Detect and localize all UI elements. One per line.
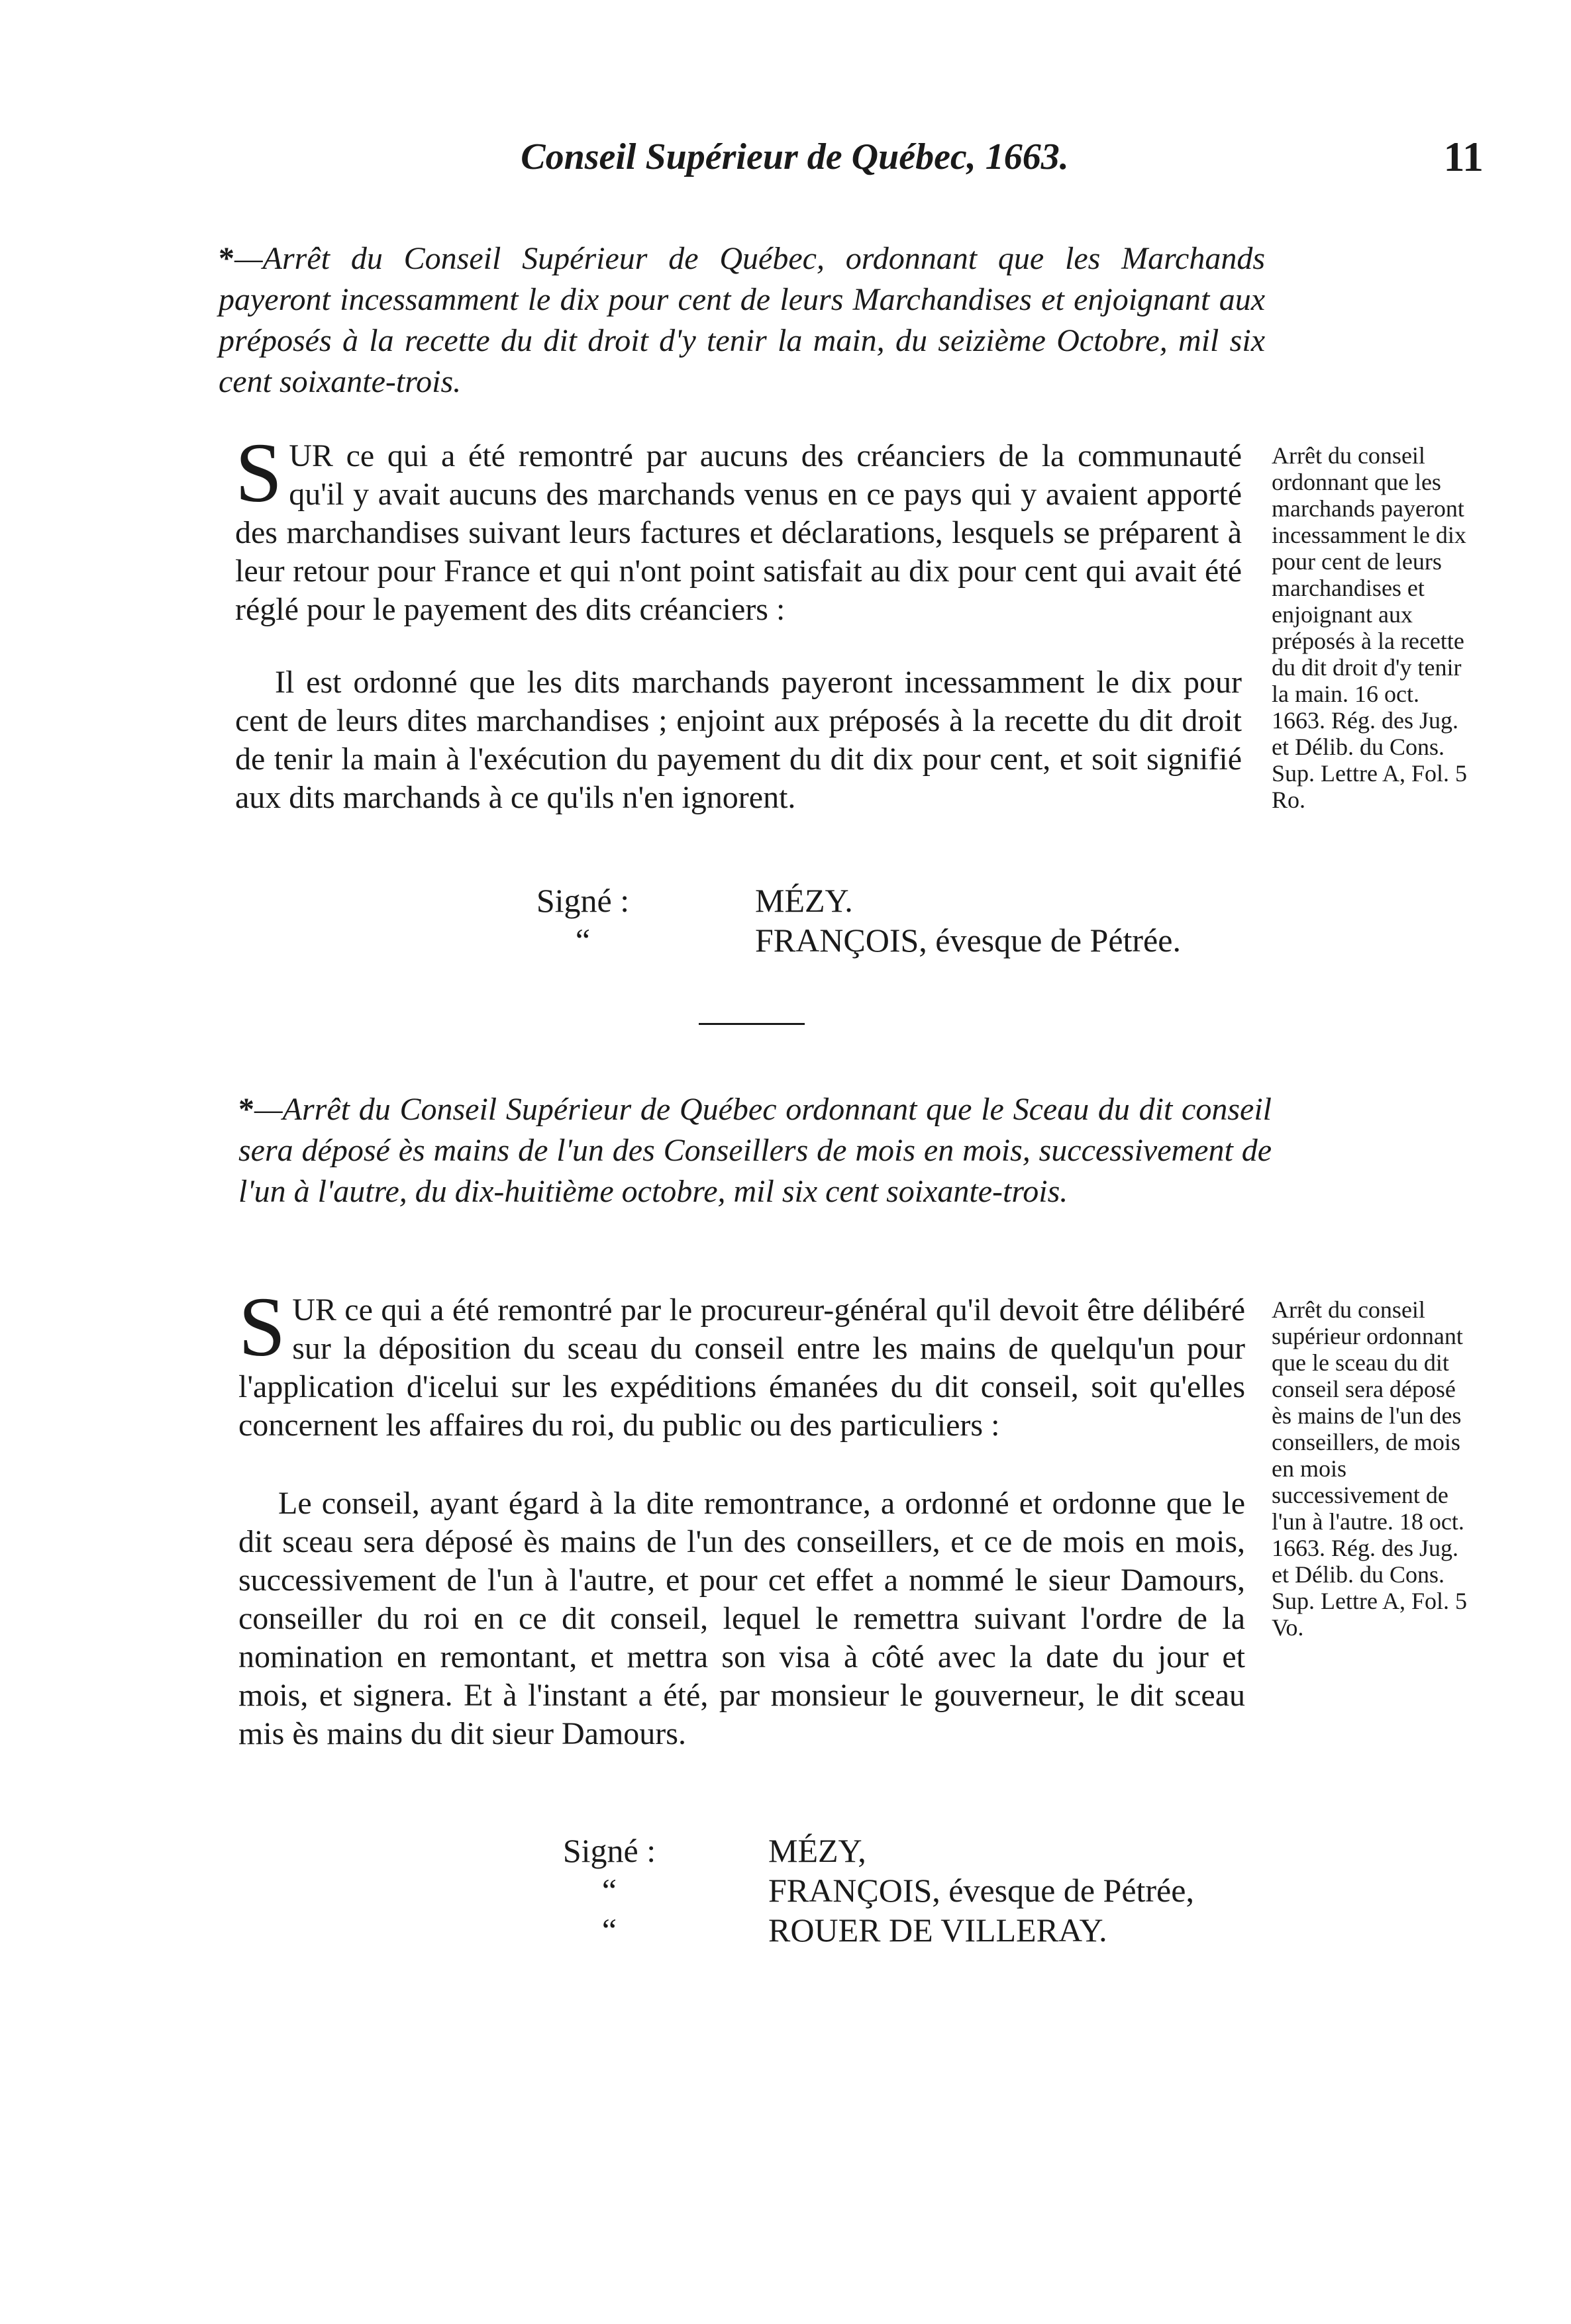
signature-label: Signé :	[536, 882, 630, 919]
signature-label: Signé :	[562, 1832, 656, 1869]
signature-name: MÉZY,	[768, 1832, 866, 1869]
paragraph: Il est ordonné que les dits marchands payeront incessamment le dix pour cent de leurs dites marchandises ; enjoint aux préposés à la recette du dit droit de tenir la main à l'exécution du payement du dit dix pour cent, et soit signifié aux dits marchands à ce qu'ils n'en ignorent.	[235, 665, 1242, 815]
running-title: Conseil Supérieur de Québec, 1663.	[521, 136, 1069, 177]
signature-row	[536, 1870, 1194, 1910]
paragraph	[238, 1280, 1245, 1445]
signature-name: FRANÇOIS, évesque de Pétrée,	[768, 1872, 1194, 1909]
paragraph: Le conseil, ayant égard à la dite remontrance, a ordonné et ordonne que le dit sceau sera déposé ès mains de l'un des conseillers, et ce de mois en mois, successivement de l'un à l'autre, et pour cet effet a nommé le sieur Damours, conseiller du roi en ce dit conseil, lequel le remettra suivant l'ordre de la nomination en remontant, et mettra son visa à côté avec la date du jour et mois, et signera. Et à l'instant a été, par monsieur le gouverneur, le dit sceau mis ès mains du dit sieur Damours.	[238, 1486, 1245, 1751]
signature-row	[510, 920, 1181, 960]
section2-heading	[238, 1089, 1272, 1212]
section1-heading	[219, 238, 1265, 403]
signature-name: ROUER DE VILLERAY.	[768, 1912, 1107, 1949]
heading-text: —Arrêt du Conseil Supérieur de Québec ordonnant que le Sceau du dit conseil sera déposé ès mains de l'un des Conseillers de mois en mois, successivement de l'un à l'autre, du dix-huitième octobre, mil six cent soixante-trois.	[238, 1092, 1272, 1209]
signature-name: MÉZY.	[755, 882, 853, 919]
signature-label: “	[575, 922, 591, 959]
drop-cap: S	[235, 426, 283, 520]
paragraph-text: UR ce qui a été remontré par le procureur-général qu'il devoit être délibéré sur la déposition du sceau du conseil entre les mains de quelqu'un pour l'application d'icelui sur les expéditions émanées du dit conseil, soit qu'elles concernent les affaires du roi, du public ou des particuliers :	[238, 1292, 1245, 1443]
margin-note: Arrêt du conseil supérieur ordonnant que le sceau du dit conseil sera déposé ès mains de l'un des conseillers, de mois en mois successivement de l'un à l'autre. 18 oct. 1663. Rég. des Jug. et Délib. du Cons. Sup. Lettre A, Fol. 5 Vo.	[1272, 1296, 1467, 1641]
heading-text: —Arrêt du Conseil Supérieur de Québec, ordonnant que les Marchands payeront incessamment le dix pour cent de leurs Marchandises et enjoignant aux préposés à la recette du dit droit d'y tenir la main, du seizième Octobre, mil six cent soixante-trois.	[219, 241, 1265, 399]
margin-note: Arrêt du conseil ordonnant que les marchands payeront incessamment le dix pour cent de leurs marchandises et enjoignant aux préposés à la recette du dit droit d'y tenir la main. 16 oct. 1663. Rég. des Jug. et Délib. du Cons. Sup. Lettre A, Fol. 5 Ro.	[1272, 442, 1467, 813]
signature-block	[510, 881, 1181, 960]
section2-body	[238, 1280, 1245, 1753]
signature-row	[536, 1910, 1194, 1950]
signature-label: “	[601, 1912, 617, 1949]
heading-marker: *	[238, 1092, 254, 1127]
paragraph-text: UR ce qui a été remontré par aucuns des créanciers de la communauté qu'il y avait aucuns des marchands venus en ce pays qui y avaient apporté des marchandises suivant leurs factures et déclarations, lesquels se préparent à leur retour pour France et qui n'ont point satisfait au dix pour cent qui avait été réglé pour le payement des dits créanciers :	[235, 438, 1242, 627]
signature-row	[510, 881, 1181, 920]
page-number: 11	[1443, 133, 1484, 180]
paragraph	[235, 426, 1242, 629]
signature-name: FRANÇOIS, évesque de Pétrée.	[755, 922, 1181, 959]
section1-body	[235, 426, 1242, 817]
signature-label: “	[601, 1872, 617, 1909]
signature-row	[536, 1831, 1194, 1870]
drop-cap: S	[238, 1280, 286, 1374]
heading-marker: *	[219, 241, 234, 276]
signature-block	[536, 1831, 1194, 1950]
section-divider	[699, 1023, 805, 1025]
